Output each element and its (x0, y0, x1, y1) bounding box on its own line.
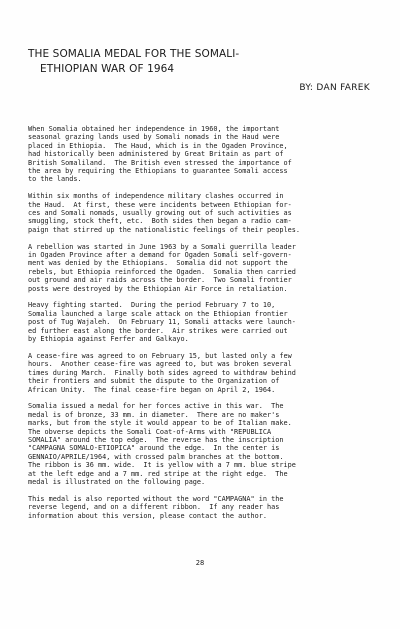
title-line-1: THE SOMALIA MEDAL FOR THE SOMALI- (28, 48, 240, 60)
paragraph-4: Heavy fighting started. During the period February 7 to 10, Somalia launched a large scale attack on the Ethiopian frontier post of Tug Wajaleh. On February 11, Somali attacks were launch- ed further east along the border. Air strikes were carried out by Ethiopia against Ferfer and Galkayo. (28, 301, 296, 344)
paragraph-6: Somalia issued a medal for her forces active in this war. The medal is of bronze, 33 mm. in diameter. There are no maker's marks, but from the style it would appear to be of Italian make. The obverse depicts the Somali Coat-of-Arms with "REPUBLICA SOMALIA" around the top edge. The reverse has the inscription "CAMPAGNA SOMALO-ETIOPICA" around the edge. In the center is GENNAIO/APRILE/1964, with crossed palm branches at the bottom. The ribbon is 36 mm. wide. It is yellow with a 7 mm. blue stripe at the left edge and a 7 mm. red stripe at the right edge. The medal is illustrated on the following page. (28, 402, 296, 486)
author-byline: BY: DAN FAREK (299, 83, 370, 93)
title-line-2: ETHIOPIAN WAR OF 1964 (40, 63, 175, 75)
paragraph-1: When Somalia obtained her independence in 1960, the important seasonal grazing lands used by Somali nomads in the Haud were placed in Ethiopia. The Haud, which is in the Ogaden Province, had historically been administered by Great Britain as part of British Somaliland. The British even stressed the importance of the area by requiring the Ethiopians to guarantee Somali access to the lands. (28, 125, 292, 184)
paragraph-7: This medal is also reported without the word "CAMPAGNA" in the reverse legend, and on a different ribbon. If any reader has information about this version, please contact the author. (28, 494, 284, 520)
page-number: 28 (195, 559, 205, 567)
paragraph-3: A rebellion was started in June 1963 by a Somali guerrilla leader in Ogaden Province after a demand for Ogaden Somali self-govern- ment was denied by the Ethiopians. Somalia did not support the rebels, but Ethiopia reinforced the Ogaden. Somalia then carried out ground and air raids across the border. Two Somali frontier posts were destroyed by the Ethiopian Air Force in retaliation. (28, 242, 296, 293)
article-body (28, 125, 376, 528)
paragraph-2: Within six months of independence military clashes occurred in the Haud. At first, these were incidents between Ethiopian for- ces and Somali nomads, usually growing out of such activities as smuggling, stock theft, etc. Both sides then began a radio cam- paign that stirred up the nationalistic feelings of their peoples. (28, 192, 300, 234)
article-title (28, 48, 368, 76)
paragraph-5: A cease-fire was agreed to on February 15, but lasted only a few hours. Another cease-fire was agreed to, but was broken several times during March. Finally both sides agreed to withdraw behind their frontiers and submit the dispute to the Organization of African Unity. The final cease-fire began on April 2, 1964. (28, 351, 296, 394)
